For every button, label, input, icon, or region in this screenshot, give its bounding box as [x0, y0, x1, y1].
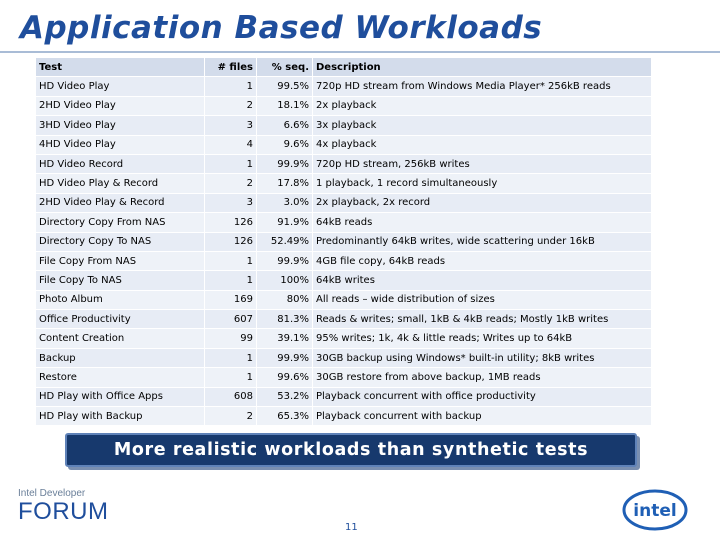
header-seq: % seq.	[257, 58, 313, 77]
table-row	[36, 193, 652, 212]
table-row	[36, 174, 652, 193]
cell-test: Directory Copy To NAS	[36, 232, 205, 251]
cell-files: 1	[205, 251, 257, 270]
cell-test: HD Video Play & Record	[36, 174, 205, 193]
cell-description: Playback concurrent with backup	[313, 407, 652, 426]
cell-files: 126	[205, 232, 257, 251]
cell-seq: 80%	[257, 290, 313, 309]
idf-logo	[18, 488, 109, 533]
cell-test: Photo Album	[36, 290, 205, 309]
cell-files: 2	[205, 96, 257, 115]
header-test: Test	[36, 58, 205, 77]
cell-files: 4	[205, 135, 257, 154]
table-header-row	[36, 58, 652, 77]
cell-description: 4GB file copy, 64kB reads	[313, 251, 652, 270]
table-row	[36, 407, 652, 426]
cell-files: 1	[205, 368, 257, 387]
cell-description: Predominantly 64kB writes, wide scattering under 16kB	[313, 232, 652, 251]
idf-logo-line2: FORUM	[18, 498, 109, 525]
cell-seq: 52.49%	[257, 232, 313, 251]
cell-seq: 18.1%	[257, 96, 313, 115]
cell-test: HD Play with Backup	[36, 407, 205, 426]
cell-description: 1 playback, 1 record simultaneously	[313, 174, 652, 193]
cell-files: 3	[205, 193, 257, 212]
cell-description: 64kB writes	[313, 271, 652, 290]
cell-files: 608	[205, 387, 257, 406]
cell-description: 30GB restore from above backup, 1MB reads	[313, 368, 652, 387]
cell-test: 4HD Video Play	[36, 135, 205, 154]
cell-test: Directory Copy From NAS	[36, 213, 205, 232]
header-description: Description	[313, 58, 652, 77]
cell-description: Reads & writes; small, 1kB & 4kB reads; Mostly 1kB writes	[313, 310, 652, 329]
cell-description: 720p HD stream from Windows Media Player* 256kB reads	[313, 77, 652, 96]
table-row	[36, 232, 652, 251]
cell-description: 720p HD stream, 256kB writes	[313, 154, 652, 173]
cell-files: 169	[205, 290, 257, 309]
page-number: 11	[345, 522, 358, 533]
table-row	[36, 271, 652, 290]
header-files: # files	[205, 58, 257, 77]
cell-seq: 99.5%	[257, 77, 313, 96]
cell-description: 95% writes; 1k, 4k & little reads; Writes up to 64kB	[313, 329, 652, 348]
cell-files: 1	[205, 154, 257, 173]
cell-description: 2x playback	[313, 96, 652, 115]
workloads-table	[35, 57, 652, 426]
cell-description: Playback concurrent with office productivity	[313, 387, 652, 406]
cell-description: 30GB backup using Windows* built-in utility; 8kB writes	[313, 348, 652, 367]
cell-seq: 65.3%	[257, 407, 313, 426]
table-row	[36, 348, 652, 367]
intel-logo	[622, 488, 688, 532]
footer	[0, 475, 720, 540]
intel-logo-text: intel	[633, 501, 677, 521]
table-row	[36, 387, 652, 406]
cell-description: 3x playback	[313, 116, 652, 135]
cell-description: 4x playback	[313, 135, 652, 154]
cell-seq: 6.6%	[257, 116, 313, 135]
cell-files: 2	[205, 174, 257, 193]
table-row	[36, 251, 652, 270]
cell-files: 1	[205, 348, 257, 367]
cell-seq: 91.9%	[257, 213, 313, 232]
cell-files: 99	[205, 329, 257, 348]
cell-test: 3HD Video Play	[36, 116, 205, 135]
cell-files: 1	[205, 77, 257, 96]
cell-description: 64kB reads	[313, 213, 652, 232]
table-row	[36, 77, 652, 96]
table-row	[36, 290, 652, 309]
cell-files: 3	[205, 116, 257, 135]
cell-seq: 99.9%	[257, 251, 313, 270]
cell-test: 2HD Video Play	[36, 96, 205, 115]
cell-files: 1	[205, 271, 257, 290]
table-row	[36, 310, 652, 329]
table-row	[36, 368, 652, 387]
cell-seq: 3.0%	[257, 193, 313, 212]
cell-seq: 81.3%	[257, 310, 313, 329]
cell-files: 126	[205, 213, 257, 232]
idf-logo-line1: Intel Developer	[18, 488, 86, 499]
cell-test: File Copy To NAS	[36, 271, 205, 290]
table-row	[36, 329, 652, 348]
cell-seq: 100%	[257, 271, 313, 290]
cell-seq: 99.9%	[257, 348, 313, 367]
cell-seq: 99.6%	[257, 368, 313, 387]
summary-banner: More realistic workloads than synthetic tests	[65, 433, 637, 467]
cell-test: File Copy From NAS	[36, 251, 205, 270]
table-row	[36, 116, 652, 135]
cell-test: Backup	[36, 348, 205, 367]
cell-seq: 53.2%	[257, 387, 313, 406]
cell-description: 2x playback, 2x record	[313, 193, 652, 212]
table-row	[36, 135, 652, 154]
table-row	[36, 96, 652, 115]
cell-test: Office Productivity	[36, 310, 205, 329]
cell-test: HD Video Play	[36, 77, 205, 96]
cell-test: HD Play with Office Apps	[36, 387, 205, 406]
cell-test: HD Video Record	[36, 154, 205, 173]
title-divider	[0, 51, 720, 53]
cell-test: Content Creation	[36, 329, 205, 348]
cell-test: 2HD Video Play & Record	[36, 193, 205, 212]
cell-test: Restore	[36, 368, 205, 387]
cell-seq: 17.8%	[257, 174, 313, 193]
cell-files: 2	[205, 407, 257, 426]
slide-title: Application Based Workloads	[20, 10, 543, 46]
cell-files: 607	[205, 310, 257, 329]
cell-seq: 39.1%	[257, 329, 313, 348]
table-row	[36, 154, 652, 173]
cell-seq: 9.6%	[257, 135, 313, 154]
table-row	[36, 213, 652, 232]
cell-seq: 99.9%	[257, 154, 313, 173]
cell-description: All reads – wide distribution of sizes	[313, 290, 652, 309]
